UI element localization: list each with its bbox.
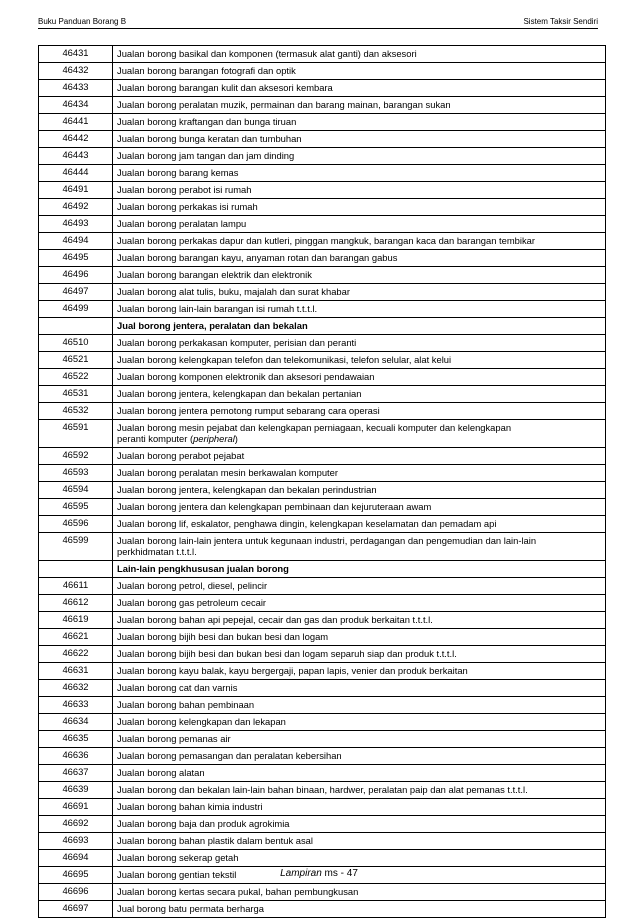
industry-code-cell: 46637 xyxy=(39,765,113,782)
description-text: Lain-lain pengkhususan jualan borong xyxy=(117,563,289,574)
description-cell xyxy=(113,199,606,216)
description-cell xyxy=(113,369,606,386)
table-row xyxy=(39,629,606,646)
description-cell xyxy=(113,799,606,816)
table-row xyxy=(39,612,606,629)
industry-code-cell: 46621 xyxy=(39,629,113,646)
description-text: Jualan borong bahan pembinaan xyxy=(117,699,255,710)
description-text: Jualan borong kayu balak, kayu bergergaji, papan lapis, venier dan produk berkaitan xyxy=(117,665,468,676)
description-text: Jualan borong perkakas isi rumah xyxy=(117,201,258,212)
description-text: Jualan borong lif, eskalator, penghawa dingin, kelengkapan keselamatan dan pemadam api xyxy=(117,518,497,529)
industry-code-cell: 46522 xyxy=(39,369,113,386)
description-text: Jualan borong kelengkapan telefon dan telekomunikasi, telefon selular, alat kelui xyxy=(117,354,452,365)
industry-code-cell: 46442 xyxy=(39,131,113,148)
description-text: Jualan borong jentera pemotong rumput sebarang cara operasi xyxy=(117,405,380,416)
description-text-end: ) xyxy=(234,433,238,444)
description-cell xyxy=(113,680,606,697)
table-row xyxy=(39,595,606,612)
industry-code-cell: 46496 xyxy=(39,267,113,284)
table-row xyxy=(39,816,606,833)
description-text: Jualan borong jentera, kelengkapan dan bekalan pertanian xyxy=(117,388,362,399)
section-heading-cell xyxy=(113,561,606,578)
description-text: Jualan borong gentian tekstil xyxy=(117,869,237,880)
industry-code-cell: 46592 xyxy=(39,448,113,465)
description-text: Jualan borong lain-lain barangan isi rumah t.t.t.l. xyxy=(117,303,318,314)
description-cell xyxy=(113,816,606,833)
table-row xyxy=(39,352,606,369)
industry-code-cell: 46444 xyxy=(39,165,113,182)
industry-code-cell: 46593 xyxy=(39,465,113,482)
table-row xyxy=(39,420,606,448)
footer-page-number: ms - 47 xyxy=(321,868,358,879)
description-text: Jualan borong dan bekalan lain-lain bahan binaan, hardwer, peralatan paip dan alat pemanas t.t.t.l. xyxy=(117,784,528,795)
industry-code-cell: 46431 xyxy=(39,46,113,63)
description-text: Jualan borong sekerap getah xyxy=(117,852,239,863)
table-row xyxy=(39,301,606,318)
description-cell xyxy=(113,80,606,97)
description-cell xyxy=(113,833,606,850)
description-cell xyxy=(113,335,606,352)
table-row xyxy=(39,901,606,918)
table-row xyxy=(39,884,606,901)
description-cell xyxy=(113,901,606,918)
table-row xyxy=(39,482,606,499)
table-row xyxy=(39,165,606,182)
description-cell xyxy=(113,884,606,901)
description-text: Jualan borong barangan elektrik dan elektronik xyxy=(117,269,312,280)
description-text: Jualan borong bijih besi dan bukan besi dan logam xyxy=(117,631,329,642)
description-text-continued: perkhidmatan t.t.t.l. xyxy=(117,546,197,557)
description-text: Jualan borong perkakasan komputer, perisian dan peranti xyxy=(117,337,357,348)
industry-code-cell: 46611 xyxy=(39,578,113,595)
description-text: Jualan borong barangan fotografi dan optik xyxy=(117,65,296,76)
description-cell xyxy=(113,578,606,595)
table-row xyxy=(39,233,606,250)
description-cell xyxy=(113,646,606,663)
table-row xyxy=(39,199,606,216)
description-text: Jualan borong bahan plastik dalam bentuk asal xyxy=(117,835,313,846)
industry-code-cell: 46433 xyxy=(39,80,113,97)
industry-code-cell xyxy=(39,318,113,335)
description-cell xyxy=(113,63,606,80)
description-text: Jualan borong peralatan muzik, permainan dan barang mainan, barangan sukan xyxy=(117,99,451,110)
industry-code-cell: 46694 xyxy=(39,850,113,867)
table-row xyxy=(39,714,606,731)
industry-code-cell: 46631 xyxy=(39,663,113,680)
table-row xyxy=(39,697,606,714)
description-text: Jualan borong barangan kulit dan aksesori kembara xyxy=(117,82,333,93)
description-cell xyxy=(113,114,606,131)
description-cell xyxy=(113,386,606,403)
industry-code-cell: 46510 xyxy=(39,335,113,352)
page-footer xyxy=(0,868,638,879)
table-row xyxy=(39,182,606,199)
industry-code-cell: 46634 xyxy=(39,714,113,731)
table-row xyxy=(39,499,606,516)
industry-code-cell: 46693 xyxy=(39,833,113,850)
industry-code-cell: 46635 xyxy=(39,731,113,748)
description-cell xyxy=(113,663,606,680)
description-cell xyxy=(113,284,606,301)
description-text: Jualan borong jentera dan kelengkapan pembinaan dan kejuruteraan awam xyxy=(117,501,432,512)
industry-code-cell: 46691 xyxy=(39,799,113,816)
description-cell xyxy=(113,533,606,561)
description-text: Jualan borong perabot pejabat xyxy=(117,450,245,461)
table-row xyxy=(39,369,606,386)
table-row xyxy=(39,97,606,114)
table-row xyxy=(39,748,606,765)
industry-code-cell: 46633 xyxy=(39,697,113,714)
description-cell xyxy=(113,612,606,629)
description-cell xyxy=(113,782,606,799)
industry-code-cell: 46697 xyxy=(39,901,113,918)
industry-code-cell: 46696 xyxy=(39,884,113,901)
description-cell xyxy=(113,714,606,731)
table-row xyxy=(39,516,606,533)
description-text: Jualan borong gas petroleum cecair xyxy=(117,597,267,608)
description-text: Jualan borong komponen elektronik dan aksesori pendawaian xyxy=(117,371,375,382)
description-cell xyxy=(113,182,606,199)
description-italic-term: peripheral xyxy=(193,433,235,444)
description-text: Jualan borong perkakas dapur dan kutleri, pinggan mangkuk, barangan kaca dan barangan tembikar xyxy=(117,235,535,246)
industry-code-cell: 46636 xyxy=(39,748,113,765)
description-cell xyxy=(113,448,606,465)
industry-code-cell: 46495 xyxy=(39,250,113,267)
industry-code-cell: 46521 xyxy=(39,352,113,369)
description-text: Jualan borong lain-lain jentera untuk kegunaan industri, perdagangan dan pengemudian dan lain-lain xyxy=(117,535,537,546)
header-right-title: Sistem Taksir Sendiri xyxy=(523,17,598,26)
description-cell xyxy=(113,148,606,165)
description-cell xyxy=(113,216,606,233)
section-heading-cell xyxy=(113,318,606,335)
industry-code-cell: 46432 xyxy=(39,63,113,80)
description-cell xyxy=(113,482,606,499)
page-header xyxy=(38,17,598,31)
industry-code-cell: 46493 xyxy=(39,216,113,233)
description-cell xyxy=(113,629,606,646)
description-text: Jualan borong bunga keratan dan tumbuhan xyxy=(117,133,302,144)
industry-code-cell: 46434 xyxy=(39,97,113,114)
industry-code-cell xyxy=(39,561,113,578)
industry-code-cell: 46599 xyxy=(39,533,113,561)
industry-code-cell: 46595 xyxy=(39,499,113,516)
section-heading-row xyxy=(39,318,606,335)
description-cell xyxy=(113,165,606,182)
industry-code-cell: 46531 xyxy=(39,386,113,403)
description-text: Jualan borong baja dan produk agrokimia xyxy=(117,818,290,829)
code-table-body xyxy=(39,46,606,918)
table-row xyxy=(39,578,606,595)
industry-code-cell: 46619 xyxy=(39,612,113,629)
industry-code-cell: 46622 xyxy=(39,646,113,663)
description-cell xyxy=(113,46,606,63)
description-text: Jualan borong perabot isi rumah xyxy=(117,184,252,195)
industry-code-cell: 46491 xyxy=(39,182,113,199)
description-cell xyxy=(113,697,606,714)
table-row xyxy=(39,465,606,482)
table-row xyxy=(39,731,606,748)
description-cell xyxy=(113,731,606,748)
header-divider xyxy=(38,28,598,29)
description-text: Jualan borong jam tangan dan jam dinding xyxy=(117,150,295,161)
description-cell xyxy=(113,465,606,482)
industry-code-cell: 46632 xyxy=(39,680,113,697)
description-text: Jualan borong kraftangan dan bunga tiruan xyxy=(117,116,297,127)
footer-appendix-label: Lampiran xyxy=(280,868,322,879)
description-cell xyxy=(113,595,606,612)
description-text: Jualan borong peralatan mesin berkawalan komputer xyxy=(117,467,338,478)
description-text: Jualan borong kelengkapan dan lekapan xyxy=(117,716,286,727)
description-text: Jualan borong alatan xyxy=(117,767,205,778)
industry-code-cell: 46594 xyxy=(39,482,113,499)
table-row xyxy=(39,216,606,233)
description-cell xyxy=(113,499,606,516)
description-cell xyxy=(113,352,606,369)
table-row xyxy=(39,850,606,867)
description-text: Jualan borong alat tulis, buku, majalah dan surat khabar xyxy=(117,286,350,297)
table-row xyxy=(39,335,606,352)
table-row xyxy=(39,833,606,850)
description-cell xyxy=(113,301,606,318)
table-row xyxy=(39,267,606,284)
description-cell xyxy=(113,267,606,284)
table-row xyxy=(39,131,606,148)
industry-code-cell: 46494 xyxy=(39,233,113,250)
industry-code-cell: 46695 xyxy=(39,867,113,884)
description-text: Jualan borong bijih besi dan bukan besi dan logam separuh siap dan produk t.t.t.l. xyxy=(117,648,457,659)
description-cell xyxy=(113,131,606,148)
header-left-title: Buku Panduan Borang B xyxy=(38,17,127,26)
code-table xyxy=(38,45,606,918)
table-row xyxy=(39,448,606,465)
description-cell xyxy=(113,233,606,250)
description-text: Jualan borong pemanas air xyxy=(117,733,231,744)
description-text-continued: peranti komputer ( xyxy=(117,433,194,444)
table-row xyxy=(39,284,606,301)
industry-code-cell: 46692 xyxy=(39,816,113,833)
table-row xyxy=(39,63,606,80)
industry-code-cell: 46441 xyxy=(39,114,113,131)
industry-code-cell: 46596 xyxy=(39,516,113,533)
description-cell xyxy=(113,850,606,867)
industry-code-cell: 46612 xyxy=(39,595,113,612)
description-text: Jualan borong basikal dan komponen (termasuk alat ganti) dan aksesori xyxy=(117,48,417,59)
table-row xyxy=(39,782,606,799)
description-text: Jualan borong peralatan lampu xyxy=(117,218,247,229)
description-text: Jualan borong pemasangan dan peralatan kebersihan xyxy=(117,750,342,761)
industry-code-cell: 46492 xyxy=(39,199,113,216)
table-row xyxy=(39,403,606,420)
industry-code-cell: 46532 xyxy=(39,403,113,420)
industry-code-cell: 46591 xyxy=(39,420,113,448)
table-row xyxy=(39,250,606,267)
table-row xyxy=(39,765,606,782)
description-text: Jualan borong jentera, kelengkapan dan bekalan perindustrian xyxy=(117,484,377,495)
table-row xyxy=(39,386,606,403)
description-text: Jualan borong cat dan varnis xyxy=(117,682,238,693)
industry-code-cell: 46497 xyxy=(39,284,113,301)
description-cell xyxy=(113,403,606,420)
description-cell xyxy=(113,250,606,267)
description-text: Jualan borong barang kemas xyxy=(117,167,239,178)
description-cell xyxy=(113,765,606,782)
industry-code-cell: 46639 xyxy=(39,782,113,799)
description-cell xyxy=(113,97,606,114)
description-cell xyxy=(113,516,606,533)
industry-code-cell: 46499 xyxy=(39,301,113,318)
industry-code-cell: 46443 xyxy=(39,148,113,165)
description-text: Jualan borong mesin pejabat dan kelengkapan perniagaan, kecuali komputer dan kelengkapan xyxy=(117,422,512,433)
table-row xyxy=(39,680,606,697)
table-row xyxy=(39,114,606,131)
table-row xyxy=(39,646,606,663)
table-row xyxy=(39,46,606,63)
table-row xyxy=(39,799,606,816)
section-heading-row xyxy=(39,561,606,578)
description-cell xyxy=(113,748,606,765)
table-row xyxy=(39,148,606,165)
description-cell xyxy=(113,420,606,448)
description-text: Jualan borong barangan kayu, anyaman rotan dan barangan gabus xyxy=(117,252,398,263)
table-row xyxy=(39,663,606,680)
description-text: Jualan borong bahan kimia industri xyxy=(117,801,263,812)
description-text: Jualan borong kertas secara pukal, bahan pembungkusan xyxy=(117,886,359,897)
description-text: Jual borong batu permata berharga xyxy=(117,903,264,914)
description-text: Jualan borong petrol, diesel, pelincir xyxy=(117,580,268,591)
table-row xyxy=(39,80,606,97)
description-text: Jual borong jentera, peralatan dan bekalan xyxy=(117,320,308,331)
table-row xyxy=(39,533,606,561)
description-text: Jualan borong bahan api pepejal, cecair dan gas dan produk berkaitan t.t.t.l. xyxy=(117,614,433,625)
